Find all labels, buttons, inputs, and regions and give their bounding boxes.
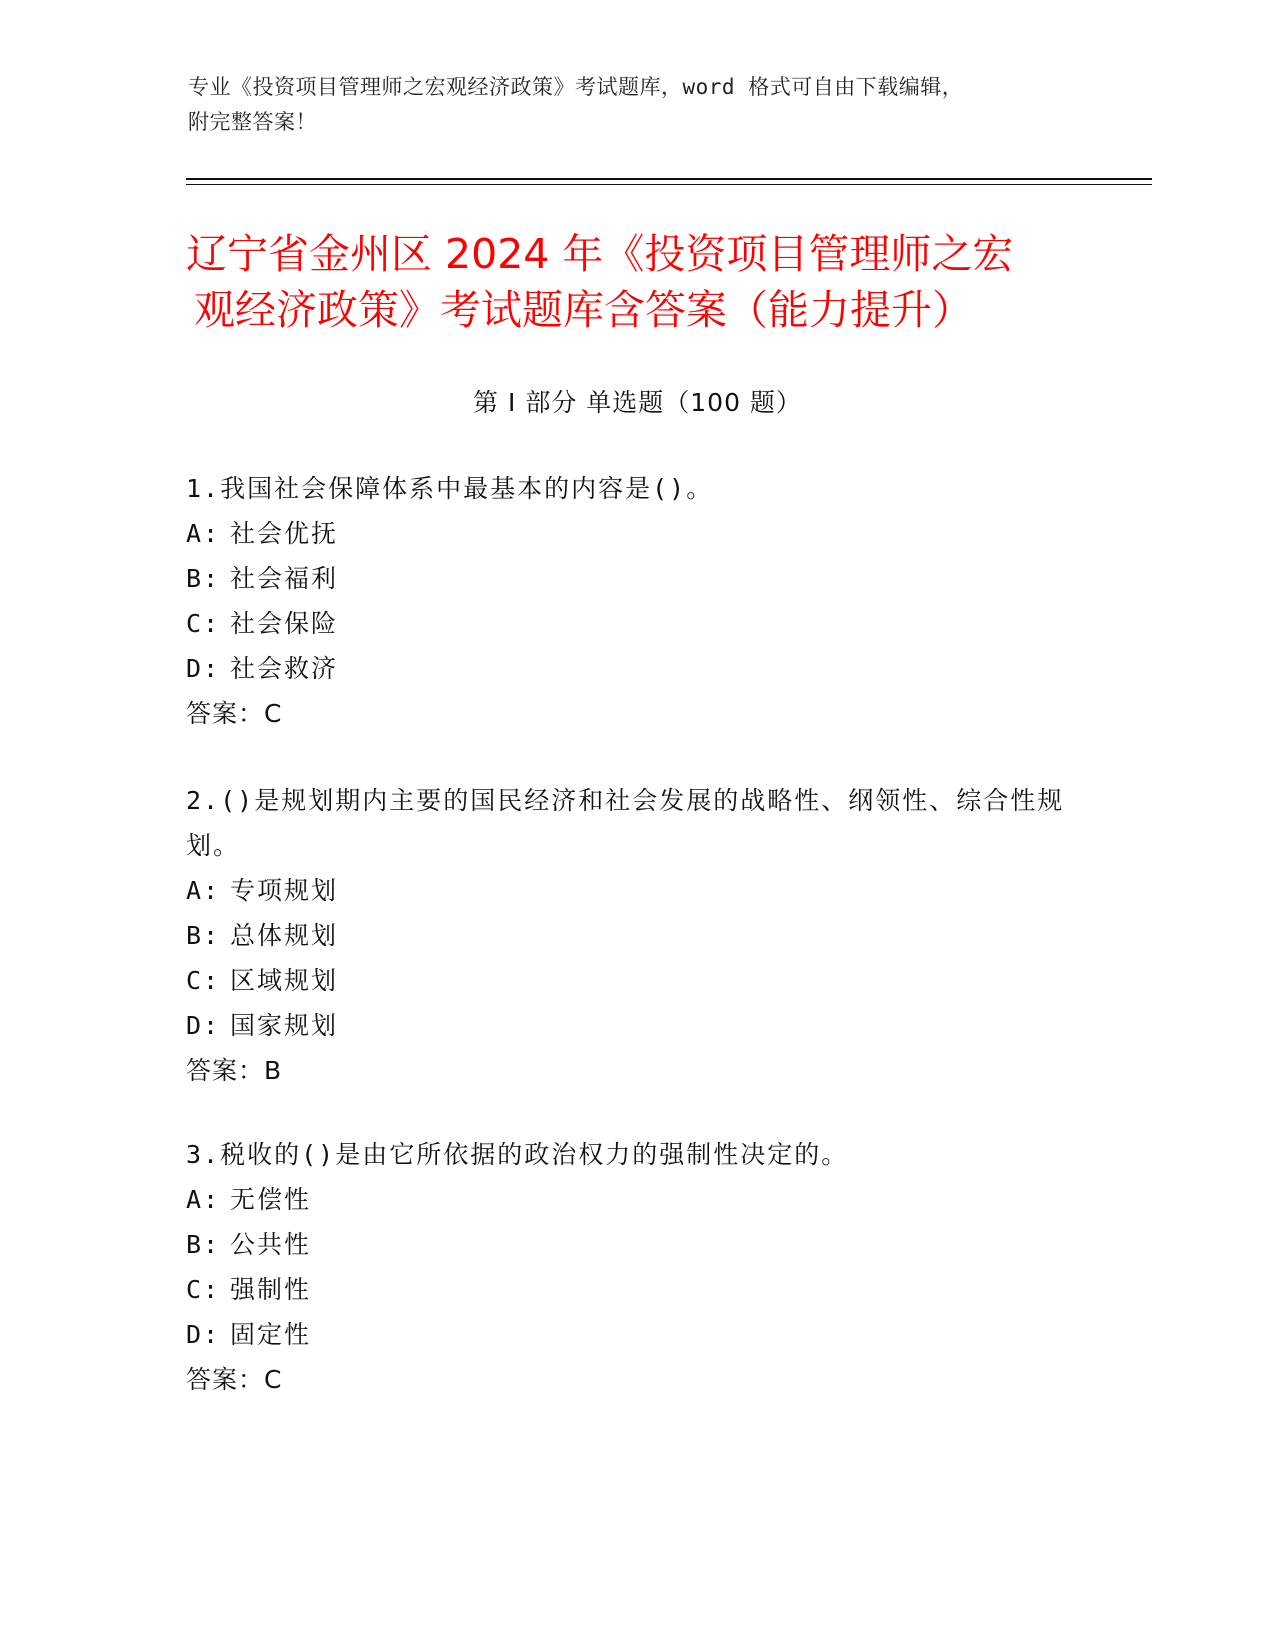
option-text: 公共性 [230, 1230, 312, 1259]
document-title [186, 226, 1086, 338]
option-letter: C: [186, 966, 221, 995]
option-a [186, 1177, 1066, 1222]
option-text: 固定性 [230, 1320, 312, 1349]
option-c [186, 601, 1066, 646]
option-text: 区域规划 [230, 966, 339, 995]
option-a [186, 868, 1066, 913]
question-3 [186, 1132, 1066, 1402]
option-letter: A: [186, 876, 221, 905]
option-text: 强制性 [230, 1275, 312, 1304]
option-text: 无偿性 [230, 1185, 312, 1214]
option-letter: B: [186, 564, 221, 593]
option-letter: A: [186, 519, 221, 548]
header-divider-thin [186, 184, 1152, 185]
option-text: 社会保险 [230, 609, 339, 638]
answer: 答案：C [186, 1365, 283, 1394]
option-letter: D: [186, 1320, 221, 1349]
option-text: 社会救济 [230, 654, 339, 683]
header-note [188, 70, 1088, 140]
option-letter: D: [186, 1011, 221, 1040]
option-text: 专项规划 [230, 876, 339, 905]
option-d [186, 646, 1066, 691]
question-1 [186, 466, 1066, 736]
option-d [186, 1003, 1066, 1048]
option-c [186, 1267, 1066, 1312]
option-text: 国家规划 [230, 1011, 339, 1040]
document-title-line-1: 辽宁省金州区 2024 年《投资项目管理师之宏 [186, 230, 1014, 278]
option-a [186, 511, 1066, 556]
question-stem: 1.我国社会保障体系中最基本的内容是()。 [186, 474, 714, 503]
question-2 [186, 778, 1066, 1093]
option-text: 社会优抚 [230, 519, 339, 548]
option-c [186, 958, 1066, 1003]
answer: 答案：C [186, 699, 283, 728]
question-stem: 3.税收的()是由它所依据的政治权力的强制性决定的。 [186, 1140, 849, 1169]
option-text: 总体规划 [230, 921, 339, 950]
option-letter: A: [186, 1185, 221, 1214]
option-b [186, 556, 1066, 601]
option-letter: B: [186, 921, 221, 950]
header-divider-thick [186, 178, 1152, 180]
question-stem: 2.()是规划期内主要的国民经济和社会发展的战略性、纲领性、综合性规划。 [186, 786, 1065, 860]
answer: 答案：B [186, 1056, 283, 1085]
header-note-line-1: 专业《投资项目管理师之宏观经济政策》考试题库，word 格式可自由下载编辑， [188, 75, 964, 99]
option-letter: C: [186, 609, 221, 638]
option-letter: B: [186, 1230, 221, 1259]
option-b [186, 1222, 1066, 1267]
document-title-line-2: 观经济政策》考试题库含答案（能力提升） [194, 286, 973, 334]
option-d [186, 1312, 1066, 1357]
header-note-line-2: 附完整答案！ [188, 110, 317, 134]
option-b [186, 913, 1066, 958]
option-letter: D: [186, 654, 221, 683]
option-text: 社会福利 [230, 564, 339, 593]
option-letter: C: [186, 1275, 221, 1304]
section-heading: 第 I 部分 单选题（100 题） [473, 388, 802, 417]
